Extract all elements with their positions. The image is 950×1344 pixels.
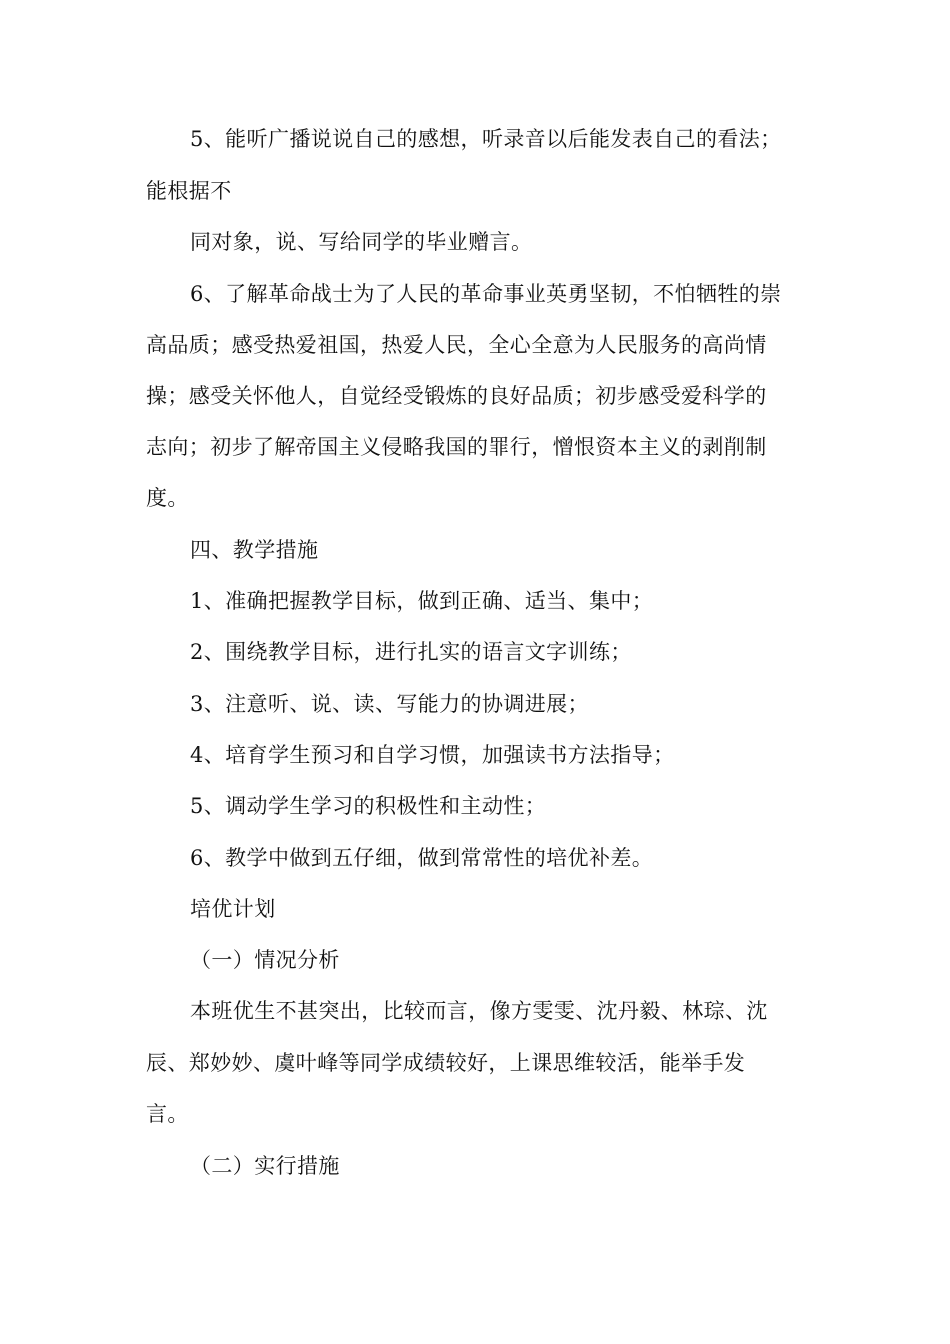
paragraph-line: 本班优生不甚突出，比较而言，像方雯雯、沈丹毅、林琮、沈 (190, 999, 768, 1023)
paragraph-line: 辰、郑妙妙、虞叶峰等同学成绩较好，上课思维较活，能举手发 (146, 1051, 746, 1075)
list-item: 4、培育学生预习和自学习惯，加强读书方法指导； (190, 743, 675, 767)
list-item: 3、注意听、说、读、写能力的协调进展； (190, 692, 589, 716)
paragraph-line: 6、了解革命战士为了人民的革命事业英勇坚韧，不怕牺牲的崇 (190, 282, 782, 306)
paragraph-line: 5、能听广播说说自己的感想，听录音以后能发表自己的看法； (190, 127, 782, 151)
paragraph-line: 高品质；感受热爱祖国，热爱人民，全心全意为人民服务的高尚情 (146, 333, 767, 357)
subsection-heading: （二）实行措施 (190, 1154, 340, 1178)
list-item: 5、调动学生学习的积极性和主动性； (190, 794, 547, 818)
paragraph-line: 操；感受关怀他人，自觉经受锻炼的良好品质；初步感受爱科学的 (146, 384, 767, 408)
list-item: 1、准确把握教学目标，做到正确、适当、集中； (190, 589, 654, 613)
list-item: 6、教学中做到五仔细，做到常常性的培优补差。 (190, 846, 654, 870)
paragraph-line: 言。 (146, 1102, 189, 1126)
list-item: 2、围绕教学目标，进行扎实的语言文字训练； (190, 640, 632, 664)
paragraph-line: 志向；初步了解帝国主义侵略我国的罪行，憎恨资本主义的剥削制 (146, 435, 767, 459)
section-heading: 四、教学措施 (190, 538, 319, 562)
section-heading: 培优计划 (190, 897, 276, 921)
paragraph-line: 能根据不 (146, 179, 232, 203)
paragraph-line: 度。 (146, 486, 189, 510)
paragraph-line: 同对象，说、写给同学的毕业赠言。 (190, 230, 533, 254)
subsection-heading: （一）情况分析 (190, 948, 340, 972)
